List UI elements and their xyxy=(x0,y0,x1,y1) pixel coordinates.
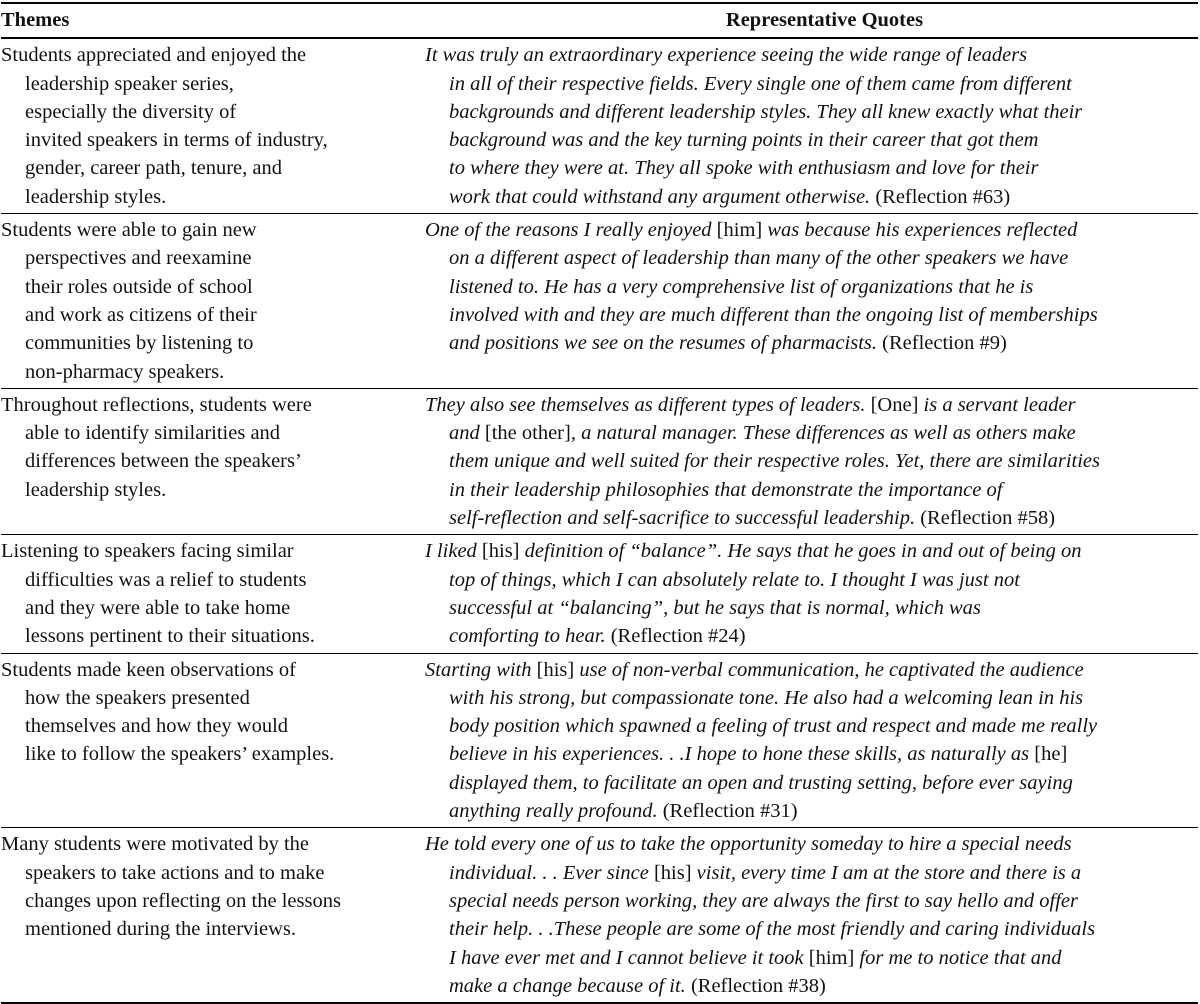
quote-text: background was and the key turning points in their career that got them xyxy=(449,129,1039,152)
quote-line xyxy=(425,740,1198,768)
quote-text: He told every one of us to take the opportunity someday to hire a special needs xyxy=(425,833,1072,856)
themes-column-header: Themes xyxy=(1,9,70,31)
theme-line: speakers to take actions and to make xyxy=(25,861,325,884)
quote-cell xyxy=(401,38,1198,213)
quote-text: their help. . .These people are some of the most friendly and caring individuals xyxy=(449,918,1096,941)
quote-text: in their leadership philosophies that demonstrate the importance of xyxy=(449,478,1003,501)
quote-text: definition of “balance”. He says that he goes in and out of being on xyxy=(519,540,1082,563)
table-row xyxy=(1,38,1198,213)
quote-text: involved with and they are much different than the ongoing list of memberships xyxy=(449,303,1098,326)
quote-annotation: [he] xyxy=(1034,743,1068,766)
quote-line xyxy=(425,537,1198,565)
quote-line xyxy=(425,391,1198,419)
quote-text: was because his experiences reflected xyxy=(762,219,1078,242)
quote-text: displayed them, to facilitate an open and trusting setting, before ever saying xyxy=(449,771,1073,794)
quote-line xyxy=(425,216,1198,244)
quote-line xyxy=(425,126,1198,154)
quote-line xyxy=(425,504,1198,532)
table-row xyxy=(1,653,1198,828)
table-row xyxy=(1,214,1198,389)
theme-line: changes upon reflecting on the lessons xyxy=(25,889,341,912)
quote-cell xyxy=(401,214,1198,389)
quote-line xyxy=(425,712,1198,740)
theme-line: perspectives and reexamine xyxy=(25,247,252,270)
quote-line xyxy=(425,183,1198,211)
quote-line xyxy=(425,476,1198,504)
quote-text: is a servant leader xyxy=(918,393,1076,416)
quote-text: comforting to hear. xyxy=(449,625,611,648)
quote-line xyxy=(425,244,1198,272)
theme-line: Students were able to gain new xyxy=(1,219,257,242)
quote-text: , a natural manager. These differences as well as others make xyxy=(570,422,1076,445)
table-row xyxy=(1,828,1198,1003)
theme-line: communities by listening to xyxy=(25,332,254,355)
quote-line xyxy=(425,915,1198,943)
quote-text: top of things, which I can absolutely relate to. I thought I was just not xyxy=(449,568,1020,591)
quote-line xyxy=(425,273,1198,301)
quote-line xyxy=(425,684,1198,712)
quote-annotation: [his] xyxy=(536,658,575,681)
theme-line: gender, career path, tenure, and xyxy=(25,157,282,180)
quote-line xyxy=(425,447,1198,475)
quote-text: individual. . . Ever since xyxy=(449,861,654,884)
quote-text: work that could withstand any argument otherwise. xyxy=(449,185,876,208)
quote-text: It was truly an extraordinary experience seeing the wide range of leaders xyxy=(425,44,1028,67)
quote-text: listened to. He has a very comprehensive list of organizations that he is xyxy=(449,275,1034,298)
quote-text: believe in his experiences. . .I hope to hone these skills, as naturally as xyxy=(449,743,1035,766)
quote-text: make a change because of it. xyxy=(449,974,691,997)
quote-line xyxy=(425,830,1198,858)
quote-text: One of the reasons I really enjoyed xyxy=(425,219,717,242)
theme-line: Listening to speakers facing similar xyxy=(1,540,294,563)
quote-text: I have ever met and I cannot believe it took xyxy=(449,946,809,969)
quote-text: Starting with xyxy=(425,658,537,681)
theme-line: like to follow the speakers’ examples. xyxy=(25,743,335,766)
quote-cell xyxy=(401,828,1198,1003)
table-header-row xyxy=(1,3,1198,38)
quotes-column-header: Representative Quotes xyxy=(725,9,924,31)
theme-line: mentioned during the interviews. xyxy=(25,918,296,941)
theme-line: able to identify similarities and xyxy=(25,422,281,445)
theme-cell xyxy=(1,214,401,389)
theme-line: Students appreciated and enjoyed the xyxy=(1,44,307,67)
theme-line: invited speakers in terms of industry, xyxy=(25,129,328,152)
theme-line: Throughout reflections, students were xyxy=(1,393,312,416)
quote-cell xyxy=(401,388,1198,534)
quote-line xyxy=(425,656,1198,684)
quote-annotation: [the other] xyxy=(484,422,571,445)
theme-line: Many students were motivated by the xyxy=(1,833,310,856)
quote-line xyxy=(425,301,1198,329)
table-row xyxy=(1,388,1198,534)
theme-line: leadership styles. xyxy=(25,185,167,208)
theme-cell xyxy=(1,653,401,828)
theme-line: difficulties was a relief to students xyxy=(25,568,307,591)
quote-line xyxy=(425,566,1198,594)
quote-annotation: (Reflection #31) xyxy=(662,800,798,823)
theme-line: Students made keen observations of xyxy=(1,658,296,681)
quote-line xyxy=(425,329,1198,357)
quote-text: and positions we see on the resumes of pharmacists. xyxy=(449,332,883,355)
table-body xyxy=(1,38,1198,1003)
quote-line xyxy=(425,797,1198,825)
quote-text: visit, every time I am at the store and there is a xyxy=(691,861,1082,884)
quote-line xyxy=(425,419,1198,447)
theme-cell xyxy=(1,535,401,653)
quote-line xyxy=(425,887,1198,915)
quote-text: self-reflection and self-sacrifice to successful leadership. xyxy=(449,507,921,530)
quote-text: special needs person working, they are always the first to say hello and offer xyxy=(449,889,1078,912)
theme-cell xyxy=(1,388,401,534)
quote-line xyxy=(425,98,1198,126)
quote-text: anything really profound. xyxy=(449,800,663,823)
quote-text: with his strong, but compassionate tone. He also had a welcoming lean in his xyxy=(449,686,1084,709)
quote-text: on a different aspect of leadership than many of the other speakers we have xyxy=(449,247,1069,270)
quote-annotation: [him] xyxy=(808,946,855,969)
quote-text: for me to notice that and xyxy=(854,946,1062,969)
quote-line xyxy=(425,154,1198,182)
quote-text: I liked xyxy=(425,540,482,563)
quote-annotation: (Reflection #38) xyxy=(690,974,826,997)
quote-text: and xyxy=(449,422,485,445)
quote-annotation: [One] xyxy=(870,393,919,416)
theme-line: leadership speaker series, xyxy=(25,72,234,95)
theme-line: and they were able to take home xyxy=(25,596,291,619)
quote-text: use of non-verbal communication, he captivated the audience xyxy=(574,658,1084,681)
quote-cell xyxy=(401,535,1198,653)
quote-text: body position which spawned a feeling of trust and respect and made me really xyxy=(449,715,1098,738)
quote-text: them unique and well suited for their respective roles. Yet, there are similarities xyxy=(449,450,1100,473)
quote-line xyxy=(425,594,1198,622)
quote-line xyxy=(425,769,1198,797)
theme-line: differences between the speakers’ xyxy=(25,450,302,473)
quote-annotation: (Reflection #24) xyxy=(610,625,746,648)
theme-line: leadership styles. xyxy=(25,478,167,501)
quote-text: to where they were at. They all spoke with enthusiasm and love for their xyxy=(449,157,1039,180)
quote-line xyxy=(425,972,1198,1000)
theme-cell xyxy=(1,38,401,213)
quote-annotation: (Reflection #63) xyxy=(875,185,1011,208)
quote-annotation: [him] xyxy=(716,219,763,242)
theme-line: and work as citizens of their xyxy=(25,303,257,326)
quote-text: They also see themselves as different types of leaders. xyxy=(425,393,871,416)
quote-line xyxy=(425,859,1198,887)
quote-line xyxy=(425,622,1198,650)
quote-text: successful at “balancing”, but he says that is normal, which was xyxy=(449,596,981,619)
quote-line xyxy=(425,944,1198,972)
quote-line xyxy=(425,41,1198,69)
theme-cell xyxy=(1,828,401,1003)
quote-text: backgrounds and different leadership styles. They all knew exactly what their xyxy=(449,100,1083,123)
theme-line: especially the diversity of xyxy=(25,100,237,123)
quote-cell xyxy=(401,653,1198,828)
quote-annotation: [his] xyxy=(653,861,692,884)
theme-line: their roles outside of school xyxy=(25,275,253,298)
theme-line: themselves and how they would xyxy=(25,715,289,738)
theme-line: lessons pertinent to their situations. xyxy=(25,625,315,648)
quote-annotation: [his] xyxy=(481,540,520,563)
theme-line: how the speakers presented xyxy=(25,686,250,709)
table-row xyxy=(1,535,1198,653)
theme-line: non-pharmacy speakers. xyxy=(25,360,225,383)
quote-line xyxy=(425,70,1198,98)
quote-annotation: (Reflection #9) xyxy=(882,332,1007,355)
quote-text: in all of their respective fields. Every single one of them came from different xyxy=(449,72,1072,95)
quote-annotation: (Reflection #58) xyxy=(920,507,1056,530)
themes-quotes-table xyxy=(1,2,1198,1004)
